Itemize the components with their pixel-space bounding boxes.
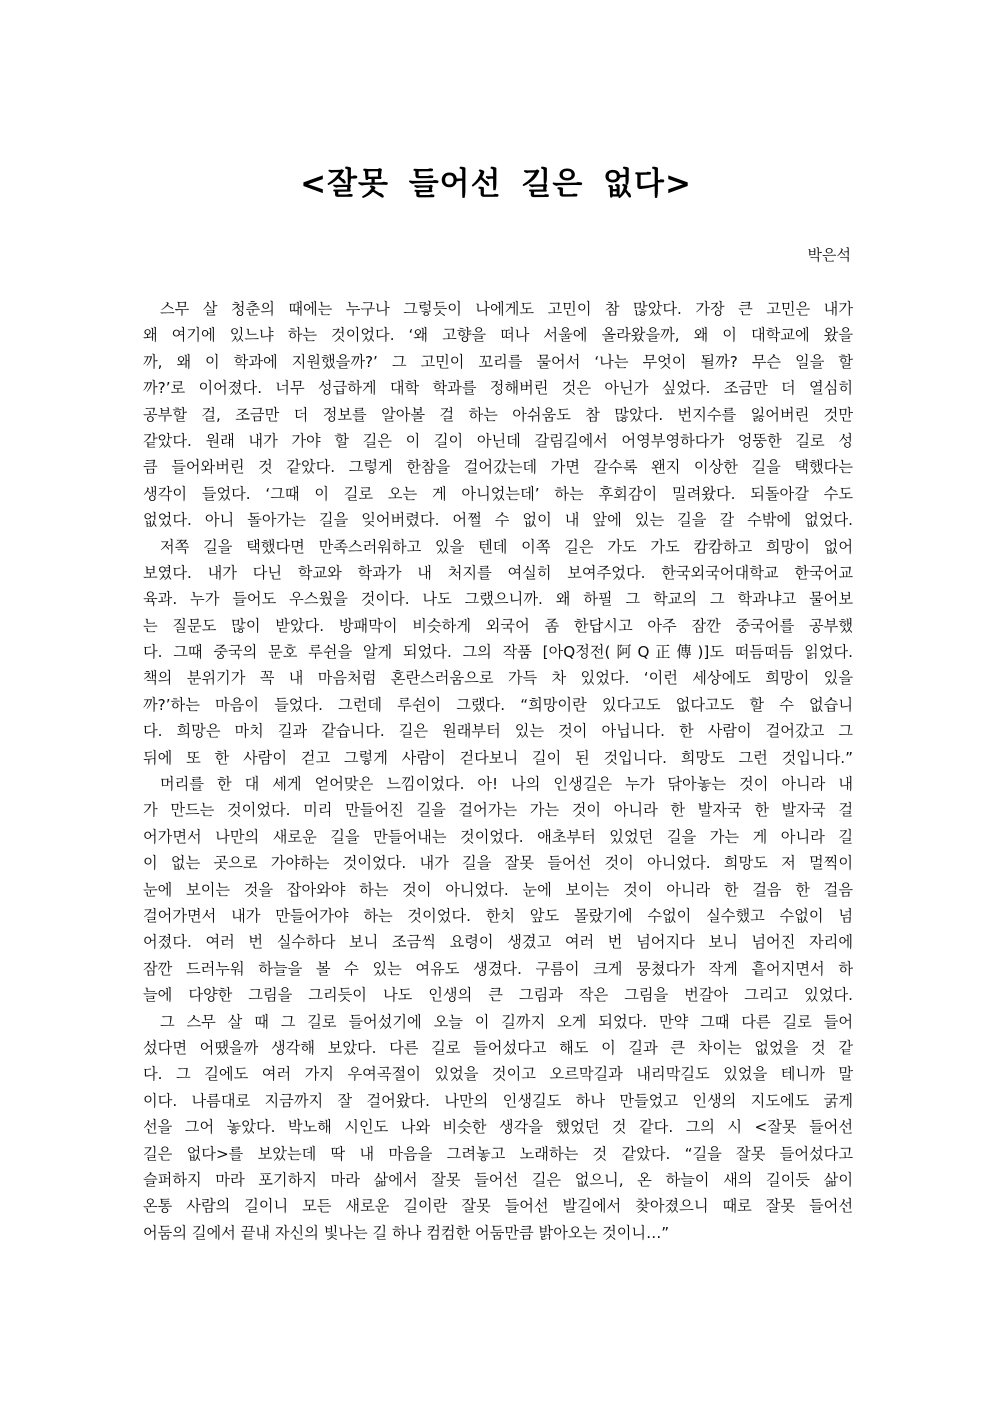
- text-line: 까?’로 이어졌다. 너무 성급하게 대학 학과를 정해버린 것은 아닌가 싶었다. 조금만 더 열심히: [143, 379, 853, 398]
- text-line: 온통 사람의 길이니 모든 새로운 길이란 잘못 들어선 발길에서 찾아졌으니 때로 잘못 들어선: [143, 1197, 853, 1216]
- text-line: 큼 들어와버린 것 같았다. 그렇게 한참을 걸어갔는데 가면 갈수록 왠지 이상한 길을 택했다는: [143, 458, 853, 477]
- text-line: 왜 여기에 있느냐 하는 것이었다. ‘왜 고향을 떠나 서울에 올라왔을까, 왜 이 대학교에 왔을: [143, 326, 853, 345]
- text-line: 어둠의 길에서 끝내 자신의 빛나는 길 하나 컴컴한 어둠만큼 밝아오는 것이니…”: [143, 1223, 670, 1242]
- text-line: 선을 그어 놓았다. 박노해 시인도 나와 비슷한 생각을 했었던 것 같다. 그의 시 <잘못 들어선: [143, 1118, 853, 1137]
- text-line: 그 스무 살 때 그 길로 들어섰기에 오늘 이 길까지 오게 되었다. 만약 그때 다른 길로 들어: [160, 1012, 853, 1031]
- text-line: 슬퍼하지 마라 포기하지 마라 삶에서 잘못 들어선 길은 없으니, 온 하늘이 새의 길이듯 삶이: [143, 1170, 853, 1189]
- text-line: 어가면서 나만의 새로운 길을 만들어내는 것이었다. 애초부터 있었던 길을 가는 게 아니라 길: [143, 827, 853, 846]
- text-line: 저쪽 길을 택했다면 만족스러워하고 있을 텐데 이쪽 길은 가도 가도 캄캄하고 희망이 없어: [160, 537, 853, 556]
- text-line: 가 만드는 것이었다. 미리 만들어진 길을 걸어가는 가는 것이 아니라 한 발자국 한 발자국 걸: [143, 801, 853, 820]
- text-line: 육과. 누가 들어도 우스웠을 것이다. 나도 그랬으니까. 왜 하필 그 학교의 그 학과냐고 물어보: [143, 590, 853, 609]
- essay-body: [143, 296, 853, 1246]
- text-line: 어졌다. 여러 번 실수하다 보니 조금씩 요령이 생겼고 여러 번 넘어지다 보니 넘어진 자리에: [143, 933, 853, 952]
- text-line: 다. 그 길에도 여러 가지 우여곡절이 있었을 것이고 오르막길과 내리막길도 있었을 테니까 말: [143, 1065, 853, 1084]
- text-line: 까?’하는 마음이 들었다. 그런데 루쉰이 그랬다. “희망이란 있다고도 없다고도 할 수 없습니: [143, 695, 853, 714]
- text-line: 스무 살 청춘의 때에는 누구나 그렇듯이 나에게도 고민이 참 많았다. 가장 큰 고민은 내가: [160, 300, 853, 318]
- text-line: 머리를 한 대 세게 얻어맞은 느낌이었다. 아! 나의 인생길은 누가 닦아놓는 것이 아니라 내: [160, 775, 853, 794]
- text-line: 뒤에 또 한 사람이 걷고 그렇게 사람이 걷다보니 길이 된 것입니다. 희망도 그런 것입니다.”: [143, 748, 853, 767]
- author-name: 박은석: [807, 246, 851, 264]
- text-line: 책의 분위기가 꼭 내 마음처럼 혼란스러움으로 가득 차 있었다. ‘이런 세상에도 희망이 있을: [143, 669, 853, 688]
- text-line: 눈에 보이는 것을 잡아와야 하는 것이 아니었다. 눈에 보이는 것이 아니라 한 걸음 한 걸음: [143, 880, 853, 899]
- text-line: 까, 왜 이 학과에 지원했을까?’ 그 고민이 꼬리를 물어서 ‘나는 무엇이 될까? 무슨 일을 할: [143, 352, 853, 371]
- text-line: 길은 없다>를 보았는데 딱 내 마음을 그려놓고 노래하는 것 같았다. “길을 잘못 들어섰다고: [143, 1144, 853, 1163]
- text-line: 보였다. 내가 다닌 학교와 학과가 내 처지를 여실히 보여주었다. 한국외국어대학교 한국어교: [143, 563, 853, 582]
- text-line: 같았다. 원래 내가 가야 할 길은 이 길이 아닌데 갈림길에서 어영부영하다가 엉뚱한 길로 성: [143, 431, 853, 450]
- text-line: 없었다. 아니 돌아가는 길을 잊어버렸다. 어쩔 수 없이 내 앞에 있는 길을 갈 수밖에 없었다.: [143, 511, 853, 530]
- text-line: 잠깐 드러누워 하늘을 볼 수 있는 여유도 생겼다. 구름이 크게 뭉쳤다가 작게 흩어지면서 하: [143, 959, 853, 978]
- text-line: 늘에 다양한 그림을 그리듯이 나도 인생의 큰 그림과 작은 그림을 번갈아 그리고 있었다.: [143, 986, 853, 1005]
- text-line: 이다. 나름대로 지금까지 잘 걸어왔다. 나만의 인생길도 하나 만들었고 인생의 지도에도 굵게: [143, 1091, 853, 1110]
- text-line: 이 없는 곳으로 가야하는 것이었다. 내가 길을 잘못 들어선 것이 아니었다. 희망도 저 멀찍이: [143, 854, 853, 873]
- text-line: 생각이 들었다. ‘그때 이 길로 오는 게 아니었는데’ 하는 후회감이 밀려왔다. 되돌아갈 수도: [143, 484, 853, 503]
- text-line: 걸어가면서 내가 만들어가야 하는 것이었다. 한치 앞도 몰랐기에 수없이 실수했고 수없이 넘: [143, 906, 853, 925]
- text-line: 는 질문도 많이 받았다. 방패막이 비슷하게 외국어 좀 한답시고 아주 잠깐 중국어를 공부했: [143, 616, 853, 635]
- document-title: <잘못 들어선 길은 없다>: [300, 166, 692, 202]
- text-line: 다. 그때 중국의 문호 루쉰을 알게 되었다. 그의 작품 [아Q정전(阿Q正傳)]도 떠듬떠듬 읽었다.: [143, 643, 853, 662]
- text-line: 공부할 걸, 조금만 더 정보를 알아볼 걸 하는 아쉬움도 참 많았다. 번지수를 잃어버린 것만: [143, 405, 853, 424]
- text-line: 다. 희망은 마치 길과 같습니다. 길은 원래부터 있는 것이 아닙니다. 한 사람이 걸어갔고 그: [143, 722, 853, 741]
- text-line: 섰다면 어땠을까 생각해 보았다. 다른 길로 들어섰다고 해도 이 길과 큰 차이는 없었을 것 같: [143, 1038, 853, 1057]
